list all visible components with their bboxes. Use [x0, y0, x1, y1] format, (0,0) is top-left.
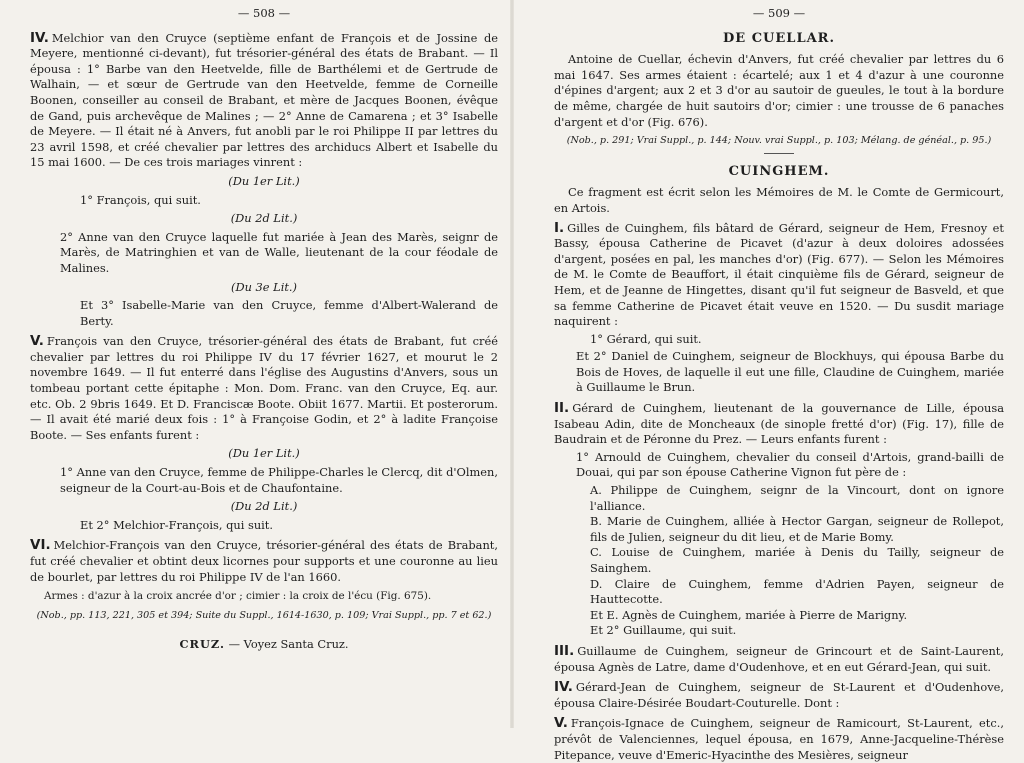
- child-item: Et 3° Isabelle-Marie van den Cruyce, femme d'Albert-Walerand de Berty.: [80, 298, 498, 328]
- entry-iv: [554, 680, 1004, 711]
- intro-text: Ce fragment est écrit selon les Mémoires de M. le Comte de Germicourt, en Artois.: [554, 185, 1004, 215]
- grandchild-item: B. Marie de Cuinghem, alliée à Hector Gargan, seigneur de Rollepot, fils de Julien, seigneur du dit lieu, et de Marie Bomy.: [590, 514, 1004, 544]
- coat-of-arms: Armes : d'azur à la croix ancrée d'or ; cimier : la croix de l'écu (Fig. 675).: [44, 590, 432, 603]
- child-item: 1° Anne van den Cruyce, femme de Philippe-Charles le Clercq, dit d'Olmen, seigneur de la Court-au-Bois et de Chaufontaine.: [60, 465, 498, 495]
- child-item: Et 2° Melchior-François, qui suit.: [80, 517, 273, 532]
- generation-numeral: V.: [30, 333, 44, 350]
- marriage-label: (Du 2d Lit.): [230, 211, 298, 226]
- grandchild-item: D. Claire de Cuinghem, femme d'Adrien Payen, seigneur de Hauttecotte.: [590, 576, 1004, 607]
- section-heading: DE CUELLAR.: [723, 30, 835, 46]
- generation-numeral: V.: [554, 715, 568, 732]
- entry-v: [30, 334, 498, 533]
- entry-text: François-Ignace de Cuinghem, seigneur de Ramicourt, St-Laurent, etc., prévôt de Valenciennes, lequel épousa, en 1679, Anne-Jacqueline-Thérèse Pitepance, veuve d'Emeric-Hyacinthe des Mesières, seigneur: [554, 716, 1004, 762]
- entry-text: Antoine de Cuellar, échevin d'Anvers, fut créé chevalier par lettres du 6 mai 1647. Ses armes étaient : écartelé; aux 1 et 4 d'azur à une couronne d'épines d'argent; aux 2 et 3 d'or au sautoir de gueules, le tout à la bordure de même, chargée de huit sautoirs d'or; cimier : une trousse de 6 panaches d'argent et d'or (Fig. 676).: [554, 52, 1004, 129]
- marriage-label: (Du 1er Lit.): [228, 173, 300, 188]
- generation-numeral: I.: [554, 219, 565, 236]
- right-page: [512, 0, 1024, 762]
- left-page: [0, 0, 512, 728]
- child-item: 1° Arnould de Cuinghem, chevalier du conseil d'Artois, grand-bailli de Douai, qui par son épouse Catherine Vignon fut père de :: [576, 449, 1004, 480]
- entry-text: Melchior van den Cruyce (septième enfant de François et de Jossine de Meyere, mentionné ci-devant), fut trésorier-général des états de Brabant. — Il épousa : 1° Barbe van den Heetvelde, fille de Barthélemi et de Gertrude de Walhain, — et sœur de Gertrude van den Heetvelde, femme de Corneille Boonen, conseiller au conseil de Brabant, et mère de Jacques Boonen, évêque de Gand, puis archevêque de Malines ; — 2° Anne de Camarena ; et 3° Isabelle de Meyere. — Il était né à Anvers, fut anobli par le roi Philippe II par lettres du 23 avril 1598, et créé chevalier par lettres des archiducs Albert et Isabelle du 15 mai 1600. — De ces trois mariages vinrent :: [30, 30, 498, 170]
- entry-vi: [30, 538, 498, 623]
- cross-reference: [30, 637, 498, 653]
- section-heading: CRUZ.: [179, 637, 226, 652]
- grandchild-item: Et E. Agnès de Cuinghem, mariée à Pierre de Marigny.: [590, 607, 908, 622]
- entry-i: [554, 221, 1004, 397]
- generation-numeral: IV.: [554, 679, 573, 696]
- references: (Nob., p. 291; Vrai Suppl., p. 144; Nouv. vrai Suppl., p. 103; Mélang. de généal., p. 95.): [566, 135, 992, 147]
- entry-iv: [30, 31, 498, 330]
- child-item: Et 2° Guillaume, qui suit.: [590, 623, 737, 638]
- entry-v: [554, 716, 1004, 763]
- child-item: 2° Anne van den Cruyce laquelle fut mariée à Jean des Marès, seignr de Marès, de Matringhien et van de Walle, lieutenant de la cour féodale de Malines.: [60, 229, 498, 275]
- entry-text: Guillaume de Cuinghem, seigneur de Grincourt et de Saint-Laurent, épousa Agnès de Latre, dame d'Oudenhove, et en eut Gérard-Jean, qui suit.: [554, 643, 1004, 674]
- marriage-label: (Du 2d Lit.): [230, 499, 298, 514]
- see-also-text: — Voyez Santa Cruz.: [228, 637, 349, 652]
- child-item: 1° Gérard, qui suit.: [590, 331, 702, 346]
- entry-text: Melchior-François van den Cruyce, trésorier-général des états de Brabant, fut créé chevalier et obtint deux licornes pour supports et une couronne au lieu de bourlet, par lettres du roi Philippe IV de l'an 1660.: [30, 538, 498, 584]
- grandchild-item: C. Louise de Cuinghem, mariée à Denis du Tailly, seigneur de Sainghem.: [590, 545, 1004, 575]
- marriage-label: (Du 1er Lit.): [228, 446, 300, 461]
- entry-text: Gérard-Jean de Cuinghem, seigneur de St-Laurent et d'Oudenhove, épousa Claire-Désirée Boudart-Couturelle. Dont :: [554, 680, 1004, 710]
- section-heading: CUINGHEM.: [728, 163, 830, 179]
- generation-numeral: IV.: [30, 29, 49, 46]
- entry-text: Gérard de Cuinghem, lieutenant de la gouvernance de Lille, épousa Isabeau Adin, dite de Moncheaux (de sinople fretté d'or) (Fig. 17), fille de Baudrain et de Péronne du Prez. — Leurs enfants furent :: [554, 401, 1004, 447]
- page-number: — 508 —: [237, 6, 291, 20]
- child-item: 1° François, qui suit.: [80, 192, 201, 207]
- marriage-label: (Du 3e Lit.): [231, 279, 297, 294]
- references: (Nob., pp. 113, 221, 305 et 394; Suite du Suppl., 1614-1630, p. 109; Vrai Suppl., pp. 7 et 62.): [36, 609, 492, 621]
- divider: [764, 153, 794, 154]
- entry-text: François van den Cruyce, trésorier-général des états de Brabant, fut créé chevalier par lettres du roi Philippe IV du 17 février 1627, et mourut le 2 novembre 1649. — Il fut enterré dans l'église des Augustins d'Anvers, sous un tombeau portant cette épitaphe : Mon. Dom. Franc. van den Cruyce, Eq. aur. etc. Ob. 2 9bris 1649. Et D. Franciscæ Boote. Obiit 1677. Martii. Et posterorum. — Il avait été marié deux fois : 1° à Françoise Godin, et 2° à ladite Françoise Boote. — Ses enfants furent :: [30, 334, 498, 442]
- grandchild-item: A. Philippe de Cuinghem, seignr de la Vincourt, dont on ignore l'alliance.: [590, 483, 1004, 513]
- generation-numeral: II.: [554, 400, 570, 417]
- page-number: — 509 —: [752, 6, 806, 20]
- child-item: Et 2° Daniel de Cuinghem, seigneur de Blockhuys, qui épousa Barbe du Bois de Hoves, de laquelle il eut une fille, Claudine de Cuinghem, mariée à Guillaume le Brun.: [576, 349, 1004, 395]
- entry-ii: [554, 401, 1004, 639]
- generation-numeral: VI.: [30, 537, 51, 554]
- generation-numeral: III.: [554, 642, 575, 659]
- entry-text: Gilles de Cuinghem, fils bâtard de Gérard, seigneur de Hem, Fresnoy et Bassy, épousa Catherine de Picavet (d'azur à deux doloires adossées d'argent, posées en pal, les manches d'or) (Fig. 677). — Selon les Mémoires de M. le Comte de Beauffort, il était cinquième fils de Gérard, seigneur de Hem, et de Jeanne de Hingettes, disant qu'il fut seigneur de Basveld, et que sa femme Catherine de Picavet était veuve en 1520. — Du susdit mariage naquirent :: [554, 220, 1004, 329]
- entry-iii: [554, 644, 1004, 675]
